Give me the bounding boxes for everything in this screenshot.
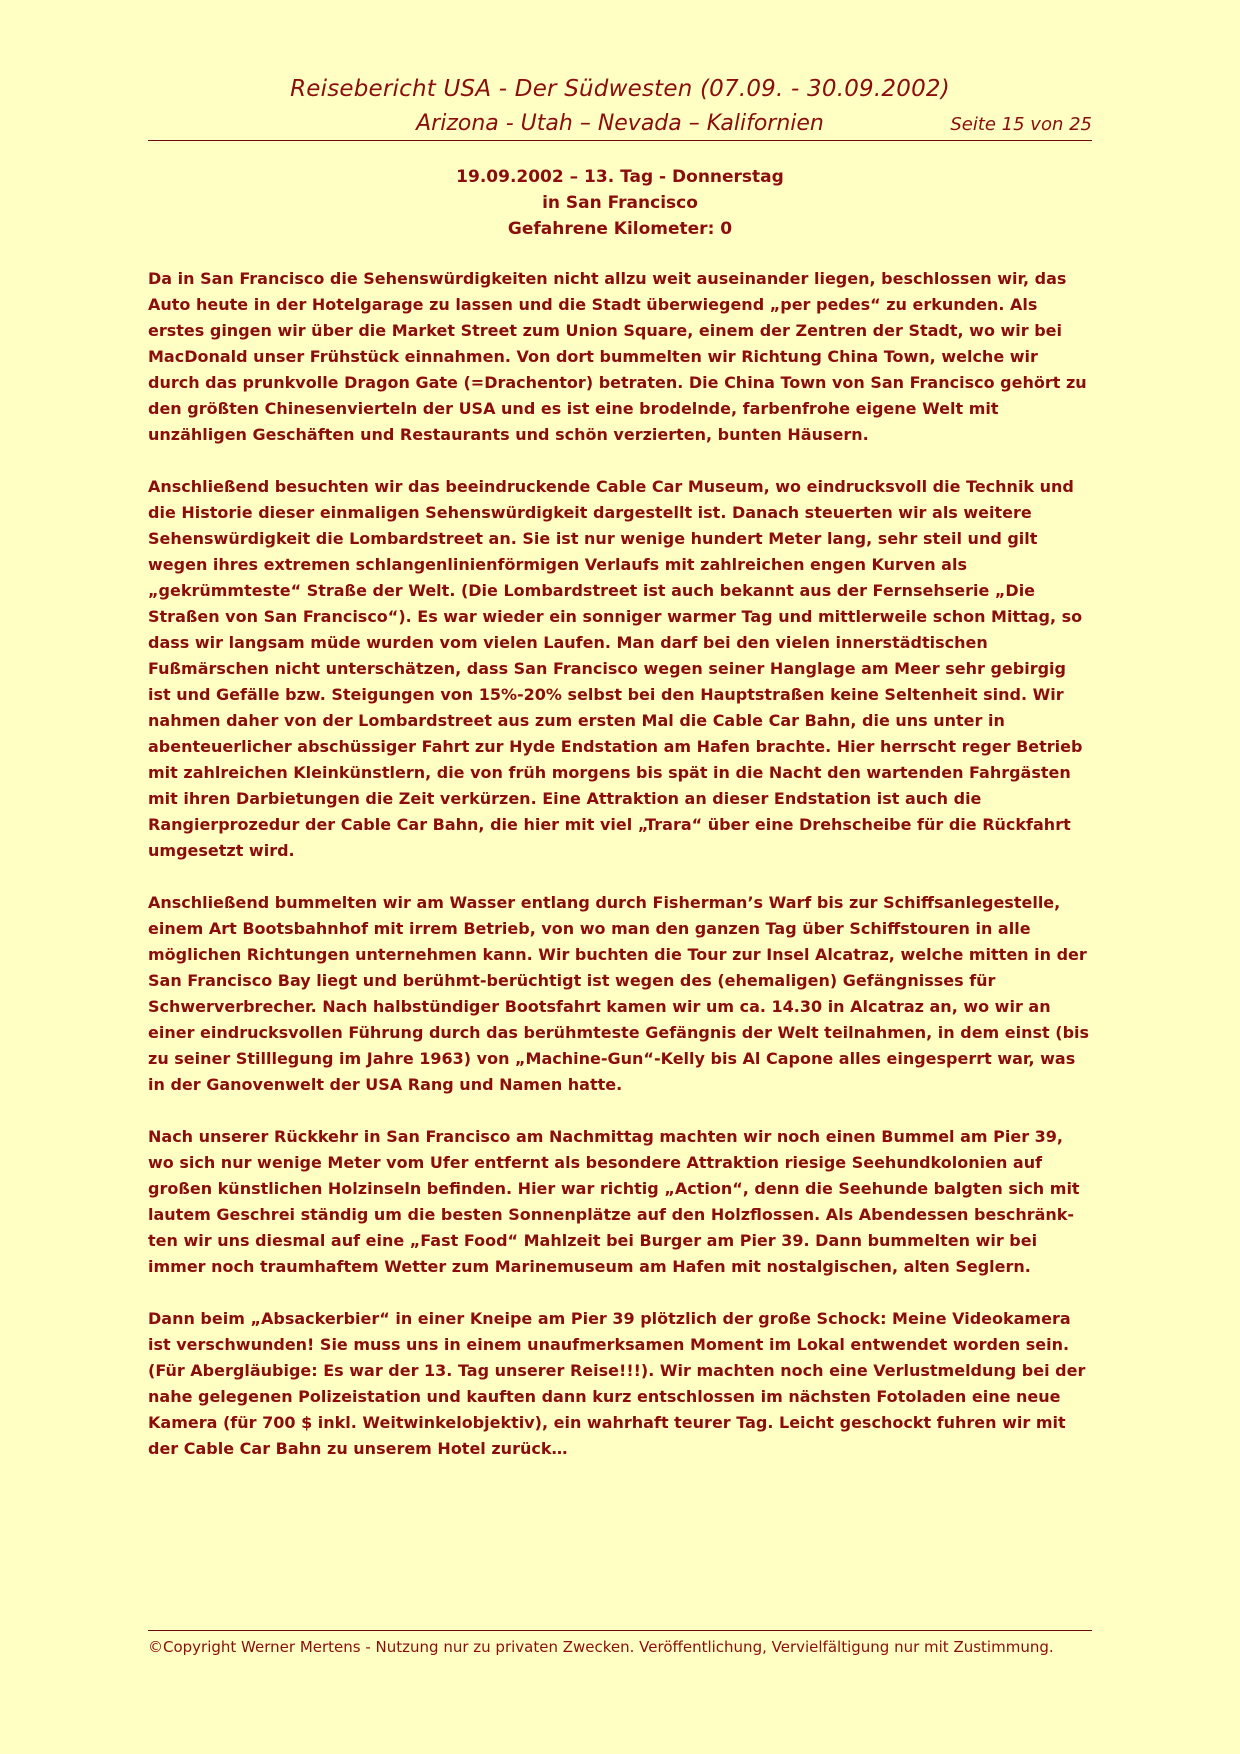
day-date-line: 19.09.2002 – 13. Tag - Donnerstag	[456, 167, 784, 187]
report-subtitle: Arizona - Utah – Nevada – Kalifornien	[416, 111, 824, 136]
report-title: Reisebericht USA - Der Südwesten (07.09. - 30.09.2002)	[290, 76, 950, 102]
paragraph-camera-theft: Dann beim „Absackerbier“ in einer Kneipe am Pier 39 plötzlich der große Schock: Meine Videokamera ist verschwunden! Sie muss uns in einem unaufmerksamen Moment im Lokal entwendet worden sein. (Für Abergläubige: Es war der 13. Tag unserer Reise!!!). Wir machten noch eine Verlustmeldung bei der nahe gelegenen Polizeistation und kauften dann kurz entschlossen im nächsten Fotoladen eine neue Kamera (für 700 $ inkl. Weitwinkelobjektiv), ein wahrhaft teurer Tag. Leicht geschockt fuhren wir mit der Cable Car Bahn zu unserem Hotel zurück…	[148, 1309, 1086, 1458]
day-location: in San Francisco	[542, 193, 698, 213]
copyright-notice: ©Copyright Werner Mertens - Nutzung nur zu privaten Zwecken. Veröffentlichung, Vervielfältigung nur mit Zustimmung.	[148, 1638, 1054, 1656]
page-number: Seite 15 von 25	[950, 114, 1092, 135]
page-footer	[148, 1630, 1092, 1660]
paragraph-pier39: Nach unserer Rückkehr in San Francisco am Nachmittag machten wir noch einen Bummel am Pier 39, wo sich nur wenige Meter vom Ufer entfernt als besondere Attraktion riesige Seehundkolonien auf großen künstlichen Holzinseln befinden. Hier war richtig „Action“, denn die Seehunde balgten sich mit lautem Geschrei ständig um die besten Sonnenplätze auf den Holzflossen. Als Abendessen beschränk-ten wir uns diesmal auf eine „Fast Food“ Mahlzeit bei Burger am Pier 39. Dann bummelten wir bei immer noch traumhaftem Wetter zum Marinemuseum am Hafen mit nostalgischen, alten Seglern.	[148, 1127, 1080, 1276]
paragraph-alcatraz: Anschließend bummelten wir am Wasser entlang durch Fisherman’s Warf bis zur Schiffsanlegestelle, einem Art Bootsbahnhof mit irrem Betrieb, von wo man den ganzen Tag über Schiffstouren in alle möglichen Richtungen unternehmen kann. Wir buchten die Tour zur Insel Alcatraz, welche mitten in der San Francisco Bay liegt und berühmt-berüchtigt ist wegen des (ehemaligen) Gefängnisses für Schwerverbrecher. Nach halbstündiger Bootsfahrt kamen wir um ca. 14.30 in Alcatraz an, wo wir an einer eindrucksvollen Führung durch das berühmteste Gefängnis der Welt teilnahmen, in dem einst (bis zu seiner Stilllegung im Jahre 1963) von „Machine-Gun“-Kelly bis Al Capone alles eingesperrt war, was in der Ganovenwelt der USA Rang und Namen hatte.	[148, 893, 1090, 1094]
report-body	[148, 266, 1092, 1488]
day-distance: Gefahrene Kilometer: 0	[507, 219, 733, 239]
day-heading	[148, 164, 1092, 242]
paragraph-chinatown: Da in San Francisco die Sehenswürdigkeiten nicht allzu weit auseinander liegen, beschlossen wir, das Auto heute in der Hotelgarage zu lassen und die Stadt überwiegend „per pedes“ zu erkunden. Als erstes gingen wir über die Market Street zum Union Square, einem der Zentren der Stadt, wo wir bei MacDonald unser Frühstück einnahmen. Von dort bummelten wir Richtung China Town, welche wir durch das prunkvolle Dragon Gate (=Drachentor) betraten. Die China Town von San Francisco gehört zu den größten Chinesenvierteln der USA und es ist eine brodelnde, farbenfrohe eigene Welt mit unzähligen Geschäften und Restaurants und schön verzierten, bunten Häusern.	[148, 269, 1087, 444]
paragraph-lombardstreet: Anschließend besuchten wir das beeindruckende Cable Car Museum, wo eindrucksvoll die Technik und die Historie dieser einmaligen Sehenswürdigkeit dargestellt ist. Danach steuerten wir als weitere Sehenswürdigkeit die Lombardstreet an. Sie ist nur wenige hundert Meter lang, sehr steil und gilt wegen ihres extremen schlangenlinienförmigen Verlaufs mit zahlreichen engen Kurven als „gekrümmteste“ Straße der Welt. (Die Lombardstreet ist auch bekannt aus der Fernsehserie „Die Straßen von San Francisco“). Es war wieder ein sonniger warmer Tag und mittlerweile schon Mittag, so dass wir langsam müde wurden vom vielen Laufen. Man darf bei den vielen innerstädtischen Fußmärschen nicht unterschätzen, dass San Francisco wegen seiner Hanglage am Meer sehr gebirgig ist und Gefälle bzw. Steigungen von 15%-20% selbst bei den Hauptstraßen keine Seltenheit sind. Wir nahmen daher von der Lombardstreet aus zum ersten Mal die Cable Car Bahn, die uns unter in abenteuerlicher abschüssiger Fahrt zur Hyde Endstation am Hafen brachte. Hier herrscht reger Betrieb mit zahlreichen Kleinkünstlern, die von früh morgens bis spät in die Nacht den wartenden Fahrgästen mit ihren Darbietungen die Zeit verkürzen. Eine Attraktion an dieser Endstation ist auch die Rangierprozedur der Cable Car Bahn, die hier mit viel „Trara“ über eine Drehscheibe für die Rückfahrt umgesetzt wird.	[148, 477, 1083, 860]
page-header	[148, 74, 1092, 141]
